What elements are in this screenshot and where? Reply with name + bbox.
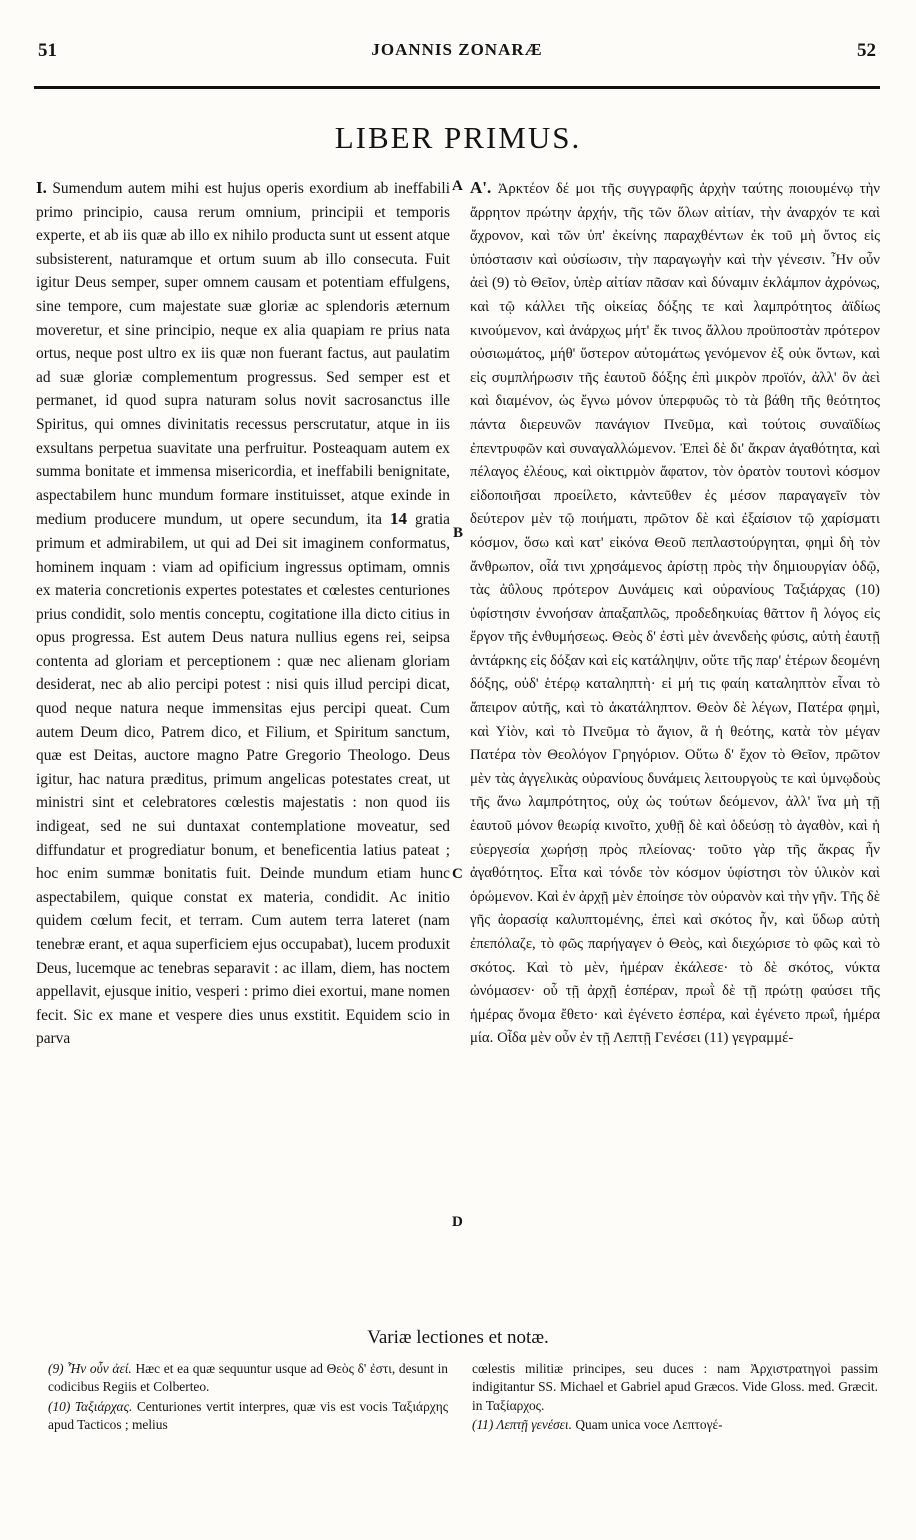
latin-text-continued: gratia primum et admirabilem, ut qui ad Dei sit imaginem conformatus, hominem inquam : viam ad opificium ingressus optimam, omnis ex materia concretionis expertes potestates et cœlestes centuriones prius condidit, solo mentis conceptu, cogitatione illa dicto citius in opus progressa. Est autem Deus natura nullius egens rei, seipsa contenta ad gloriam et perceptionem : quæ nec alienam gloriam desiderat, nec ab alio percipi potest : nisi quis illud percipi dicat, quod neque natura neque immensitas ejus percipi queat. Cum autem Deum dico, Patrem dico, et Filium, et Spiritum sanctum, quæ est Deitas, auctore magno Patre Gregorio Theologo. Deus igitur, hac natura præditus, primum angelicas potestates creat, ut ministri sint et celebratores cœlestis majestatis : non quod iis indigeat, sed ne sui duntaxat contemplatione moveatur, sed diffundatur et progrediatur bonum, et beneficentia latius pateat ; hoc enim summæ bonitatis fuit. Deinde mundum etiam hunc aspectabilem, quique constat ex materia, condidit. Ac initio quidem cœlum fecit, et terram. Cum autem terra lateret (nam tenebræ erant, et aqua superficiem ejus occupabat), lucem produxit Deus, lucemque ac tenebras separavit : ac illam, diem, has noctem appellavit, ejusque initio, vesperi : primo diei exortui, mane nomen fecit. Sic ex mane et vespere dies unus exstitit. Equidem scio in parva [36,511,450,1048]
page-marker: 14 [389,509,407,529]
page-number-right: 52 [857,40,876,61]
greek-paragraph [470,176,880,1051]
note-label: (10) Ταξιάρχας. [48,1398,133,1414]
notes-heading: Variæ lectiones et notæ. [367,1327,549,1348]
latin-section-number: I. [36,178,47,197]
note-text: Quam unica voce Λεπτογέ- [575,1417,723,1433]
note-text: Hæc et ea quæ sequuntur usque ad Θεὸς δ' ἐστι, desunt in codicibus Regiis et Colberteo. [48,1361,448,1395]
header-rule [34,86,880,89]
greek-section-number: Α'. [470,178,492,197]
latin-column [36,176,450,1051]
running-header [38,40,876,70]
note-item [472,1416,878,1434]
latin-text: Sumendum autem mihi est hujus operis exordium ab ineffabili primo principio, causa rerum omnium, principii et temporis experte, et ab iis quæ ab illo ex nihilo producta sunt ut essent atque subsisterent, naturamque et ortum suum ab illo consecuta. Fuit igitur Deus semper, super omnem causam et potentiam effulgens, sine tempore, cum majestate suæ gloriæ ac splendoris æternum moveretur, et sine principio, neque ex alia quapiam re prius nata ortus, neque post ultro ex iis quæ non fuerant factus, aut paulatim ad suæ gloriæ complementum progressus. Sed semper est et permanet, id quod supra naturam solus novit sacrosanctus ille Spiritus, qui omnes divinitatis recessus perscrutatur, atque in iis exsultans perpetua suavitate una perfruitur. Posteaquam autem ex summa bonitate et immensa misericordia, et ineffabili benignitate, aspectabilem hunc mundum formare instituisset, atque exinde in medium producere mundum, ut opere secundum, ita [36,180,450,529]
book-title: LIBER PRIMUS. [334,120,582,155]
note-item [48,1398,448,1435]
notes-right-column [472,1360,878,1436]
margin-letter-a: A [452,178,463,194]
note-text: cœlestis militiæ principes, seu duces : nam Ἀρχιστρατηγοὶ passim indigitantur SS. Michael et Gabriel apud Græcos. Vide Gloss. med. Græcit. in Ταξίαρχος. [472,1361,878,1413]
margin-letter-d: D [452,1214,463,1230]
running-title: JOANNIS ZONARÆ [371,40,543,59]
margin-letter-b: B [453,525,464,541]
margin-letter-c: C [452,866,463,882]
page-number-left: 51 [38,40,57,61]
latin-paragraph [36,176,450,1051]
note-label: (11) Λεπτῇ γενέσει. [472,1417,572,1433]
note-item [48,1360,448,1397]
greek-text: Ἀρκτέον δέ μοι τῆς συγγραφῆς ἀρχὴν ταύτης ποιουμένῳ τὴν ἄρρητον πρώτην ἀρχήν, τῆς τῶν ὅλων αἰτίαν, τὴν ἀναρχόν τε καὶ ἄχρονον, καὶ τῶν ὑπ' ἐκείνης παραχθέντων ἐκ τοῦ μὴ ὄντος εἰς ὑπόστασιν καὶ οὐσίωσιν, τὴν παραγωγὴν καὶ τὴν γένεσιν. Ἦν οὖν ἀεὶ (9) τὸ Θεῖον, ὑπὲρ αἰτίαν πᾶσαν καὶ δύναμιν ἐκλάμπον ἀχρόνως, καὶ τῷ κάλλει τῆς οἰκείας δόξης τε καὶ λαμπρότητος ἀϊδίως κινούμενον, καὶ ἀνάρχως μήτ' ἔκ τινος ἄλλου προϋποστὰν πρότερον οὐσιωμάτος, μήθ' ὕστερον αὐτομάτως γενόμενον ἐξ οὐκ ὄντων, καὶ εἰς συμπλήρωσιν τῆς ἑαυτοῦ δόξης ἐπὶ μικρὸν προϊόν, ἀλλ' ὂν ἀεὶ καὶ διαμένον, ὡς ἔγνω μόνον ὑπερφυῶς τὸ τὰ βάθη τῆς θεότητος πάντα διερευνῶν πανάγιον Πνεῦμα, καὶ τούτοις συναϊδίως ἐπεντρυφῶν καὶ συναγαλλώμενον. Ἐπεὶ δὲ δι' ἄκραν ἀγαθότητα, καὶ πέλαγος ἐλέους, καὶ οἰκτιρμὸν ἄφατον, τὸν ὁρατὸν τουτονὶ κόσμον εἰδοποιῆσαι προείλετο, κἀντεῦθεν ἐς μέσον παραγαγεῖν τὸν δεύτερον μὲν τῷ ποιήματι, πρῶτον δὲ καὶ ἐξαίσιον τῷ χαρίσματι κόσμον, ὅσω καὶ κατ' εἰκόνα Θεοῦ πεπλαστούργηται, φημὶ δὴ τὸν ἄνθρωπον, οἷά τινι χρησάμενος ἀρίστῃ πρὸς τὴν δημιουργίαν ὁδῷ, τὰς ἀΰλους πρότερον Δυνάμεις καὶ οὐρανίους Ταξιάρχας (10) ὑφίστησιν ἐννοήσαν ἁπαξαπλῶς, προδεδηκυίας θᾶττον ἢ λόγος εἰς ἔργον τῆς ἐνθυμήσεως. Θεὸς δ' ἐστὶ μὲν ἀνενδεὴς φύσις, αὐτὴ ἑαυτῇ ἀντάρκης εἰς δόξαν καὶ εἰς κατάληψιν, οὔτε τῆς παρ' ἑτέρων δεομένη δόξης, οὐδ' ἑτέρῳ καταληπτὴ· εἰ μή τις φαίη καταληπτὸν εἶναι τὸ ἄπειρον αὐτῆς, καὶ τὸ ἀκατάληπτον. Θεὸν δὲ λέγων, Πατέρα φημὶ, καὶ Υἱὸν, καὶ τὸ Πνεῦμα τὸ ἅγιον, ἃ ἡ θεότης, κατὰ τὸν μέγαν Πατέρα τὸν Θεολόγον Γρηγόριον. Οὕτω δ' ἔχον τὸ Θεῖον, πρῶτον μὲν τὰς ἀγγελικὰς οὐρανίους δυνάμεις λειτουργοὺς τε καὶ ὑμνῳδοὺς τῆς ἄνω λαμπρότητος, οὐχ ὡς τούτων δεόμενον, ἀλλ' ἵνα μὴ τῇ ἑαυτοῦ μόνον θεωρίᾳ κινοῖτο, χυθῇ δὲ καὶ ὁδεύσῃ τὸ ἀγαθὸν, καὶ ἡ εὐεργεσία χωρήσῃ πρὸς πλείονας· τοῦτο γὰρ τῆς ἄκρας ἦν ἀγαθότητος. Εἶτα καὶ τόνδε τὸν κόσμον ὑφίστησι τὸν ὑλικὸν καὶ ὁρώμενον. Καὶ ἐν ἀρχῇ μὲν ἐποίησε τὸν οὐρανὸν καὶ τὴν γῆν. Τῆς δὲ γῆς ἀορασίᾳ καλυπτομένης, ἐπεὶ καὶ σκότος ἦν, καὶ ὕδωρ αὐτὴ ἐπεπόλαζε, τὸ φῶς παρήγαγεν ὁ Θεὸς, καὶ διεχώρισε τὸ φῶς καὶ τὸ σκότος. Καὶ τὸ μὲν, ἡμέραν ἐκάλεσε· τὸ δὲ σκότος, νύκτα ὠνόμασεν· οὗ τῇ ἀρχῇ ἑσπέραν, πρωῒ δὲ τῇ πρώτῃ φαύσει τῆς ἡμέρας ὄνομα ἔθετο· καὶ ἐγένετο ἑσπέρα, καὶ ἐγένετο πρωΐ, ἡμέρα μία. Οἶδα μὲν οὖν ἐν τῇ Λεπτῇ Γενέσει (11) γεγραμμέ- [470,181,880,1047]
note-label: (9) Ἦν οὖν ἀεί. [48,1361,132,1376]
greek-column [470,176,880,1051]
note-text: Centuriones vertit interpres, quæ vis est vocis Ταξιάρχης apud Tacticos ; melius [48,1398,448,1433]
note-item [472,1360,878,1415]
notes-left-column [48,1360,448,1436]
